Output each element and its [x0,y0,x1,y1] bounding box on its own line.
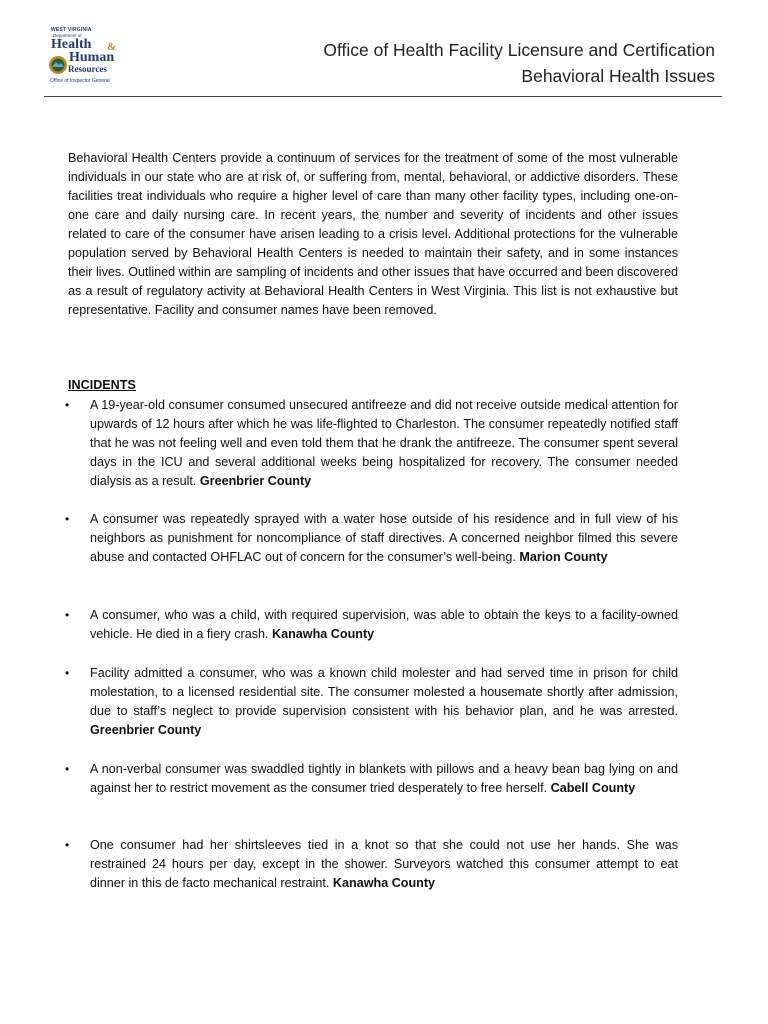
incident-text [90,510,678,567]
header-divider [44,96,722,97]
incident-description: A consumer, who was a child, with required supervision, was able to obtain the keys to a facility-owned vehicle. He died in a fiery crash. [90,608,678,641]
logo-resources-text: Resources [68,64,107,74]
incidents-heading: INCIDENTS [68,378,136,392]
incident-description: One consumer had her shirtsleeves tied in a knot so that she could not use her hands. She was restrained 24 hours per day, except in the shower. Surveyors watched this consumer attempt to eat dinner in this de facto mechanical restraint. [90,838,678,890]
bullet-marker: • [65,512,70,526]
incident-county: Kanawha County [332,876,436,890]
logo-department-text: Department of [53,33,82,38]
incident-county: Greenbrier County [199,474,312,488]
logo-health-text: Health [51,37,92,52]
dhhr-logo [46,27,136,89]
bullet-marker: • [65,666,70,680]
incident-description: Facility admitted a consumer, who was a known child molester and had served time in prison for child molestation, to a licensed residential site. The consumer molested a housemate shortly after admission, due to staff’s neglect to provide supervision consistent with his behavior plan, and he was arrested. [90,666,678,718]
incident-county: Kanawha County [272,627,375,641]
page-title [323,37,715,89]
incident-description: A 19-year-old consumer consumed unsecured antifreeze and did not receive outside medical attention for upwards of 12 hours after which he was life-flighted to Charleston. The consumer repeatedly notified staff that he was not feeling well and even told them that he drank the antifreeze. The consumer spent several days in the ICU and several additional weeks being hospitalized for recovery. The consumer needed dialysis as a result. [90,398,678,488]
bullet-marker: • [65,608,70,622]
incident-county: Marion County [519,550,608,564]
intro-paragraph: Behavioral Health Centers provide a continuum of services for the treatment of some of the most vulnerable individuals in our state who are at risk of, or suffering from, mental, behavioral, or addictive disorders. These facilities treat individuals who require a higher level of care than many other facility types, including one-on-one care and daily nursing care. In recent years, the number and severity of incidents and other issues related to care of the consumer have arisen leading to a crisis level. Additional protections for the vulnerable population served by Behavioral Health Centers is needed to maintain their safety, and in some instances their lives. Outlined within are sampling of incidents and other issues that have occurred and been discovered as a result of regulatory activity at Behavioral Health Centers in West Virginia. This list is not exhaustive but representative. Facility and consumer names have been removed. [68,151,678,317]
state-seal-icon [48,55,68,75]
incident-text [90,760,678,798]
logo-human-text: Human [69,50,115,65]
incident-description: A consumer was repeatedly sprayed with a water hose outside of his residence and in full view of his neighbors as punishment for noncompliance of staff directives. A concerned neighbor filmed this severe abuse and contacted OHFLAC out of concern for the consumer’s well-being. [90,512,678,564]
bullet-marker: • [65,398,70,412]
incident-text [90,396,678,491]
incident-county: Greenbrier County [90,723,202,737]
bullet-marker: • [65,762,70,776]
incident-county: Cabell County [550,781,636,795]
incident-description: A non-verbal consumer was swaddled tightly in blankets with pillows and a heavy bean bag lying on and against her to restrict movement as the consumer tried desperately to free herself. [90,762,678,795]
title-line-1: Office of Health Facility Licensure and Certification [323,40,715,60]
logo-ampersand-text: & [107,41,117,53]
bullet-marker: • [65,838,70,852]
incident-text [90,664,678,740]
logo-office-text: Office of Inspector General [50,78,110,84]
title-line-2: Behavioral Health Issues [521,66,715,86]
incident-text [90,836,678,893]
incident-text [90,606,678,644]
logo-state-text: WEST VIRGINIA [51,27,92,33]
